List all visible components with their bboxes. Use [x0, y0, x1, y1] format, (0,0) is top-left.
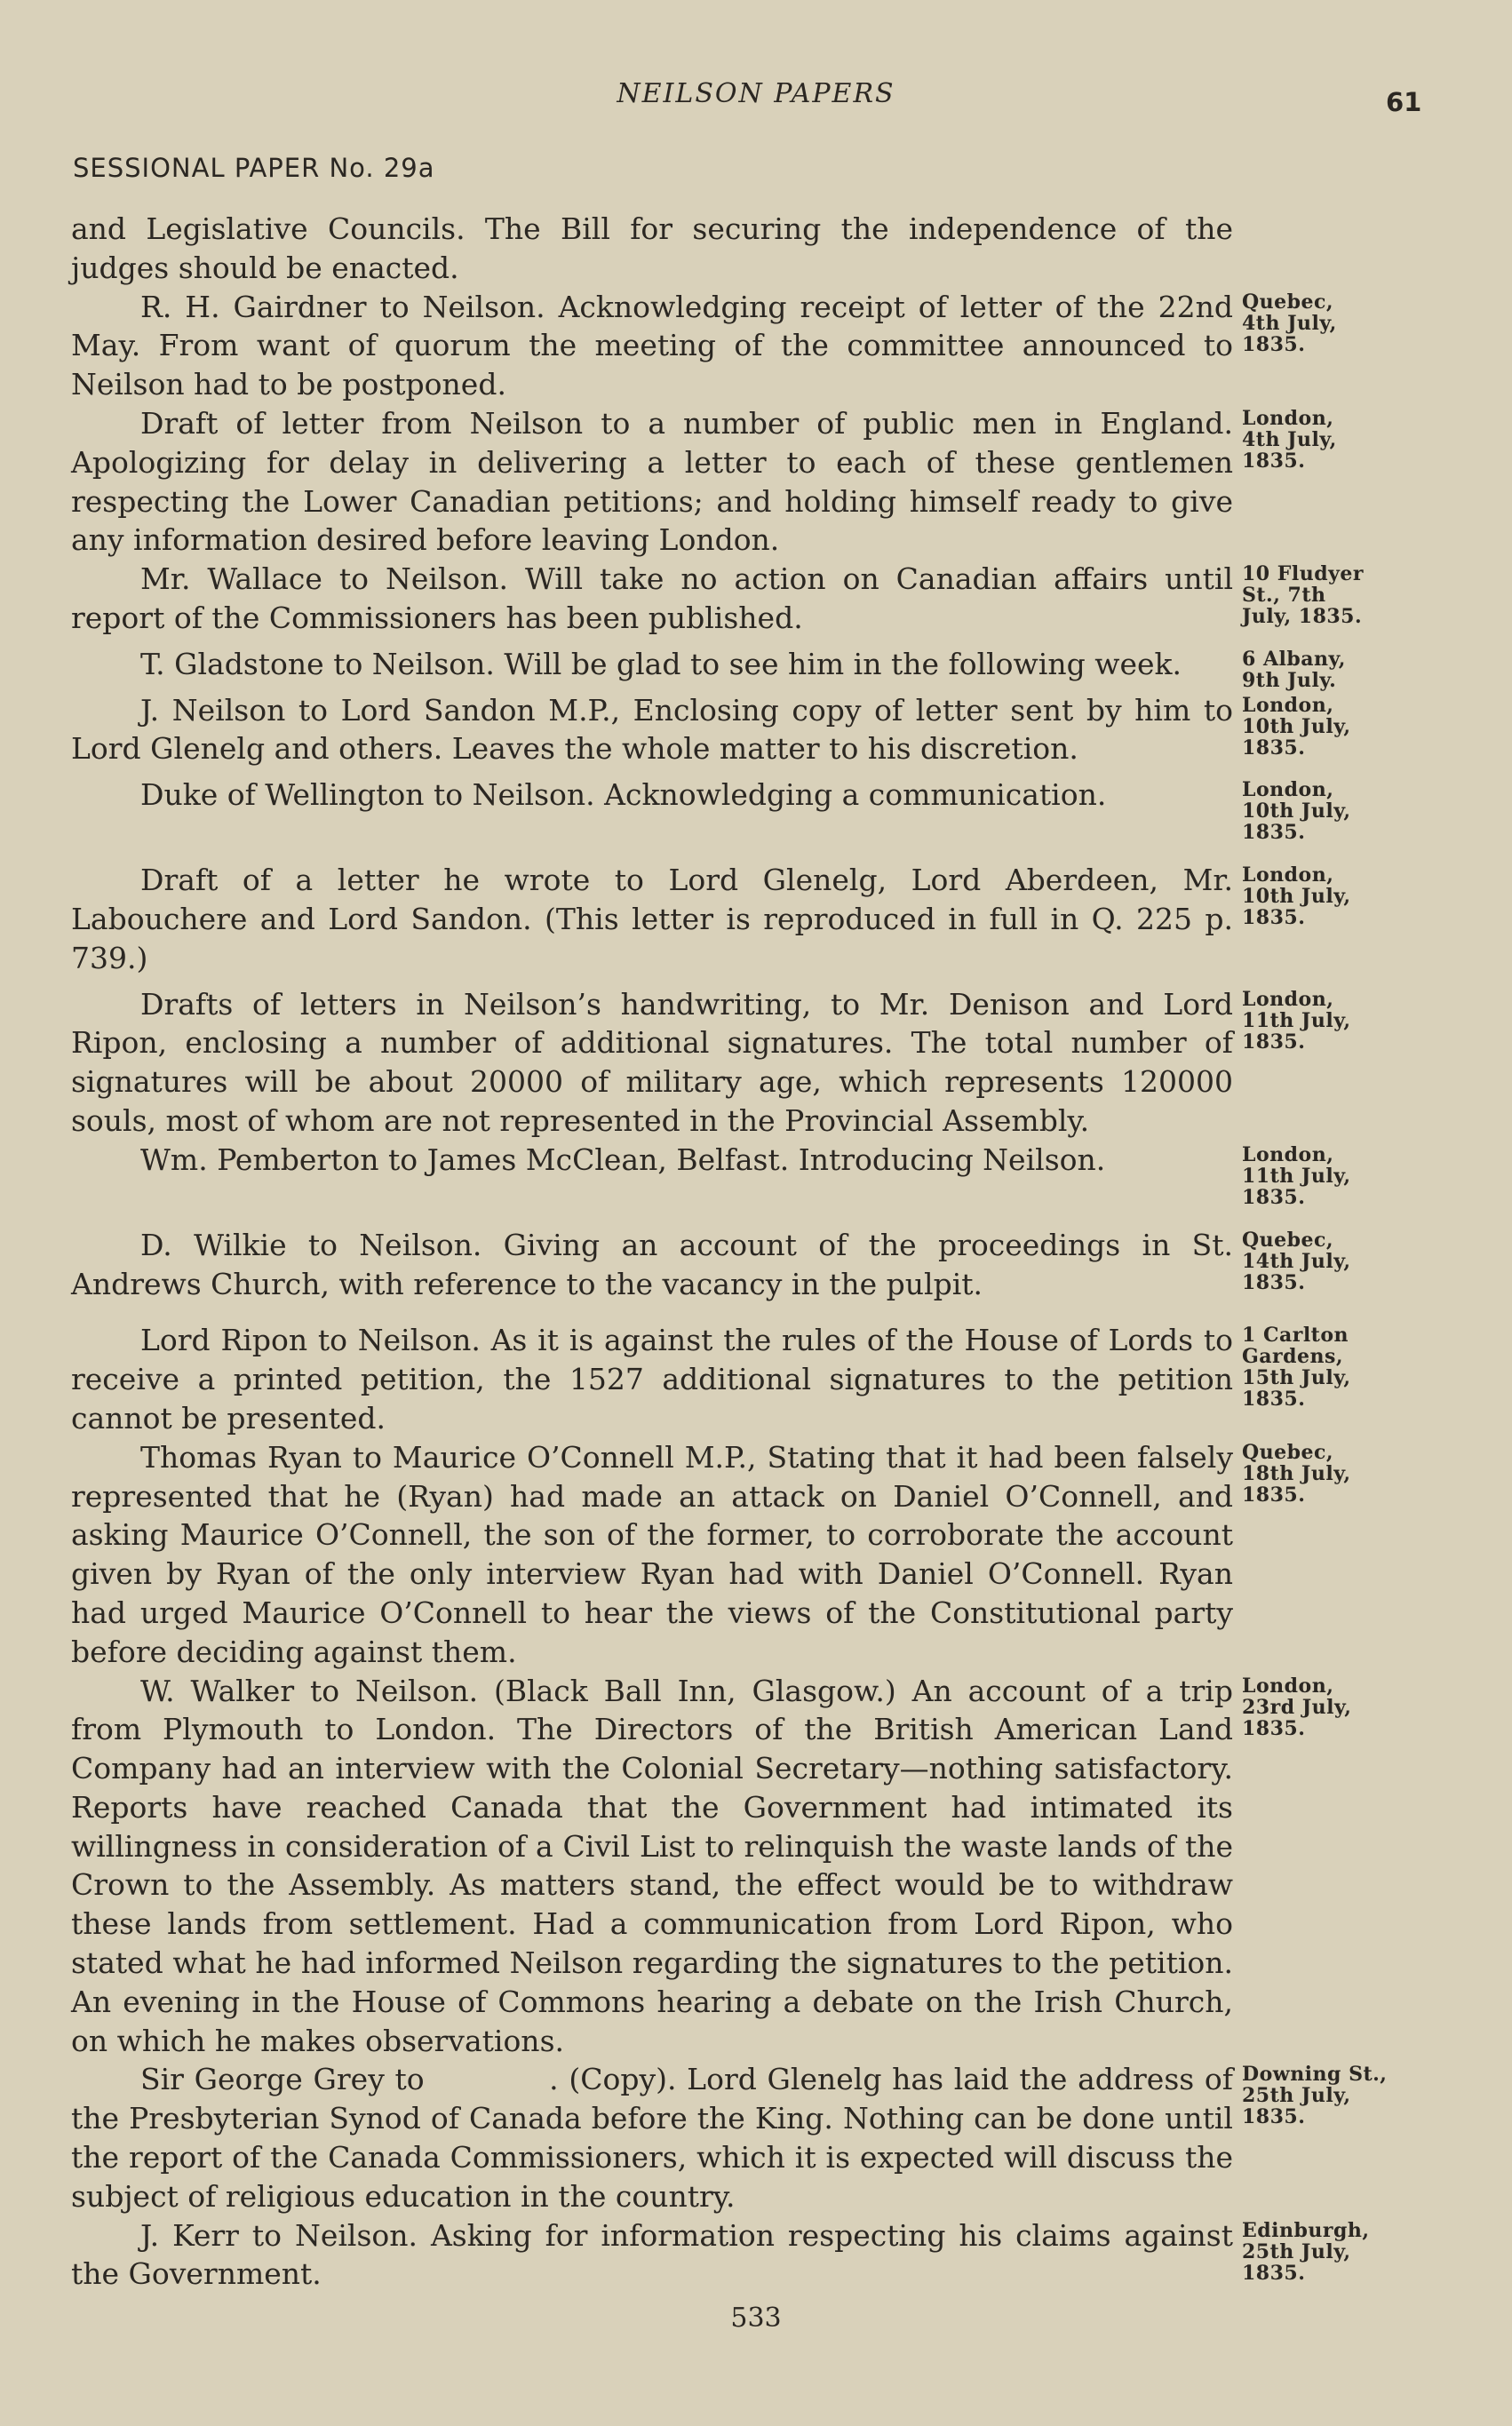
calendar-entry	[0, 645, 1512, 692]
entry-date-place: London, 11th July, 1835.	[1242, 987, 1351, 1054]
entry-text: Draft of a letter he wrote to Lord Glenelg, Lord Aberdeen, Mr. Labouchere and Lord Sandon. (This letter is reproduced in full in Q. 225 p. 739.)	[71, 863, 1233, 975]
running-title: NEILSON PAPERS	[617, 78, 895, 109]
entry-text: Mr. Wallace to Neilson. Will take no action on Canadian affairs until report of the Commissioners has been published.	[71, 561, 1233, 635]
entry-text: D. Wilkie to Neilson. Giving an account of the proceedings in St. Andrews Church, with reference to the vacancy in the pulpit.	[71, 1227, 1233, 1301]
entry-date-place: London, 10th July, 1835.	[1242, 863, 1351, 930]
calendar-entry	[0, 210, 1512, 288]
calendar-entry	[0, 1438, 1512, 1672]
entry-text: J. Kerr to Neilson. Asking for information respecting his claims against the Government.	[71, 2217, 1233, 2292]
entry-date-place: Quebec, 18th July, 1835.	[1242, 1440, 1351, 1507]
entry-date-place: Downing St., 25th July, 1835.	[1242, 2063, 1388, 2129]
entry-text: and Legislative Councils. The Bill for securing the independence of the judges should be enacted.	[71, 211, 1233, 285]
entry-text: Drafts of letters in Neilson’s handwriting, to Mr. Denison and Lord Ripon, enclosing a number of additional signatures. The total number of signatures will be about 20000 of military age, which represents 120000 souls, most of whom are not represented in the Provincial Assembly.	[71, 986, 1233, 1138]
sessional-paper-label: SESSIONAL PAPER No. 29a	[73, 153, 435, 183]
calendar-entry	[0, 1672, 1512, 2061]
entry-text: J. Neilson to Lord Sandon M.P., Enclosing copy of letter sent by him to Lord Glenelg and others. Leaves the whole matter to his discretion.	[71, 692, 1233, 767]
entry-text: Draft of letter from Neilson to a number of public men in England. Apologizing for delay in delivering a letter to each of these gentlemen respecting the Lower Canadian petitions; and holding himself ready to give any information desired before leaving London.	[71, 405, 1233, 558]
entry-text: Lord Ripon to Neilson. As it is against the rules of the House of Lords to receive a printed petition, the 1527 additional signatures to the petition cannot be presented.	[71, 1323, 1233, 1436]
entry-text: W. Walker to Neilson. (Black Ball Inn, Glasgow.) An account of a trip from Plymouth to London. The Directors of the British American Land Company had an interview with the Colonial Secretary—nothing satisfactory. Reports have reached Canada that the Government had intimated its willingness in consideration of a Civil List to relinquish the waste lands of the Crown to the Assembly. As matters stand, the effect would be to withdraw these lands from settlement. Had a communication from Lord Ripon, who stated what he had informed Neilson regarding the signatures to the petition. An evening in the House of Commons hearing a debate on the Irish Church, on which he makes observations.	[71, 1673, 1233, 2058]
entry-date-place: Quebec, 4th July, 1835.	[1242, 290, 1337, 356]
entry-date-place: London, 4th July, 1835.	[1242, 406, 1337, 473]
entry-date-place: London, 10th July, 1835.	[1242, 778, 1351, 845]
entry-text: Wm. Pemberton to James McClean, Belfast. Introducing Neilson.	[140, 1141, 1106, 1177]
calendar-entry	[0, 1141, 1512, 1219]
entry-text: R. H. Gairdner to Neilson. Acknowledging receipt of letter of the 22nd May. From want of quorum the meeting of the committee announced to Neilson had to be postponed.	[71, 289, 1233, 402]
entry-text: Duke of Wellington to Neilson. Acknowledging a communication.	[140, 777, 1107, 813]
entry-date-place: Edinburgh, 25th July, 1835.	[1242, 2218, 1370, 2285]
sheet-number: 533	[730, 2303, 782, 2334]
calendar-entry	[0, 288, 1512, 404]
calendar-entry	[0, 1226, 1512, 1304]
calendar-entry	[0, 404, 1512, 560]
calendar-entry	[0, 2216, 1512, 2295]
entry-date-place: London, 11th July, 1835.	[1242, 1142, 1351, 1209]
calendar-entry	[0, 1321, 1512, 1437]
entry-date-place: 1 Carlton Gardens, 15th July, 1835.	[1242, 1324, 1351, 1412]
calendar-entry	[0, 691, 1512, 769]
page-number: 61	[1386, 87, 1422, 117]
calendar-entry	[0, 2060, 1512, 2215]
calendar-entries	[0, 210, 1512, 2294]
entry-text: Sir George Grey to . (Copy). Lord Glenelg has laid the address of the Presbyterian Synod of Canada before the King. Nothing can be done until the report of the Canada Commissioners, which it is expected will discuss the subject of religious education in the country.	[71, 2062, 1243, 2214]
entry-date-place: London, 23rd July, 1835.	[1242, 1674, 1352, 1740]
entry-date-place: 10 Fludyer St., 7th July, 1835.	[1242, 562, 1364, 629]
entry-text: T. Gladstone to Neilson. Will be glad to see him in the following week.	[140, 646, 1182, 681]
entry-date-place: London, 10th July, 1835.	[1242, 693, 1351, 760]
calendar-entry	[0, 776, 1512, 854]
calendar-entry	[0, 861, 1512, 977]
entry-date-place: Quebec, 14th July, 1835.	[1242, 1228, 1351, 1294]
entry-date-place: 6 Albany, 9th July.	[1242, 647, 1346, 692]
calendar-entry	[0, 985, 1512, 1141]
calendar-entry	[0, 560, 1512, 638]
entry-text: Thomas Ryan to Maurice O’Connell M.P., Stating that it had been falsely represented that he (Ryan) had made an attack on Daniel O’Connell, and asking Maurice O’Connell, the son of the former, to corroborate the account given by Ryan of the only interview Ryan had with Daniel O’Connell. Ryan had urged Maurice O’Connell to hear the views of the Constitutional party before deciding against them.	[71, 1439, 1233, 1669]
